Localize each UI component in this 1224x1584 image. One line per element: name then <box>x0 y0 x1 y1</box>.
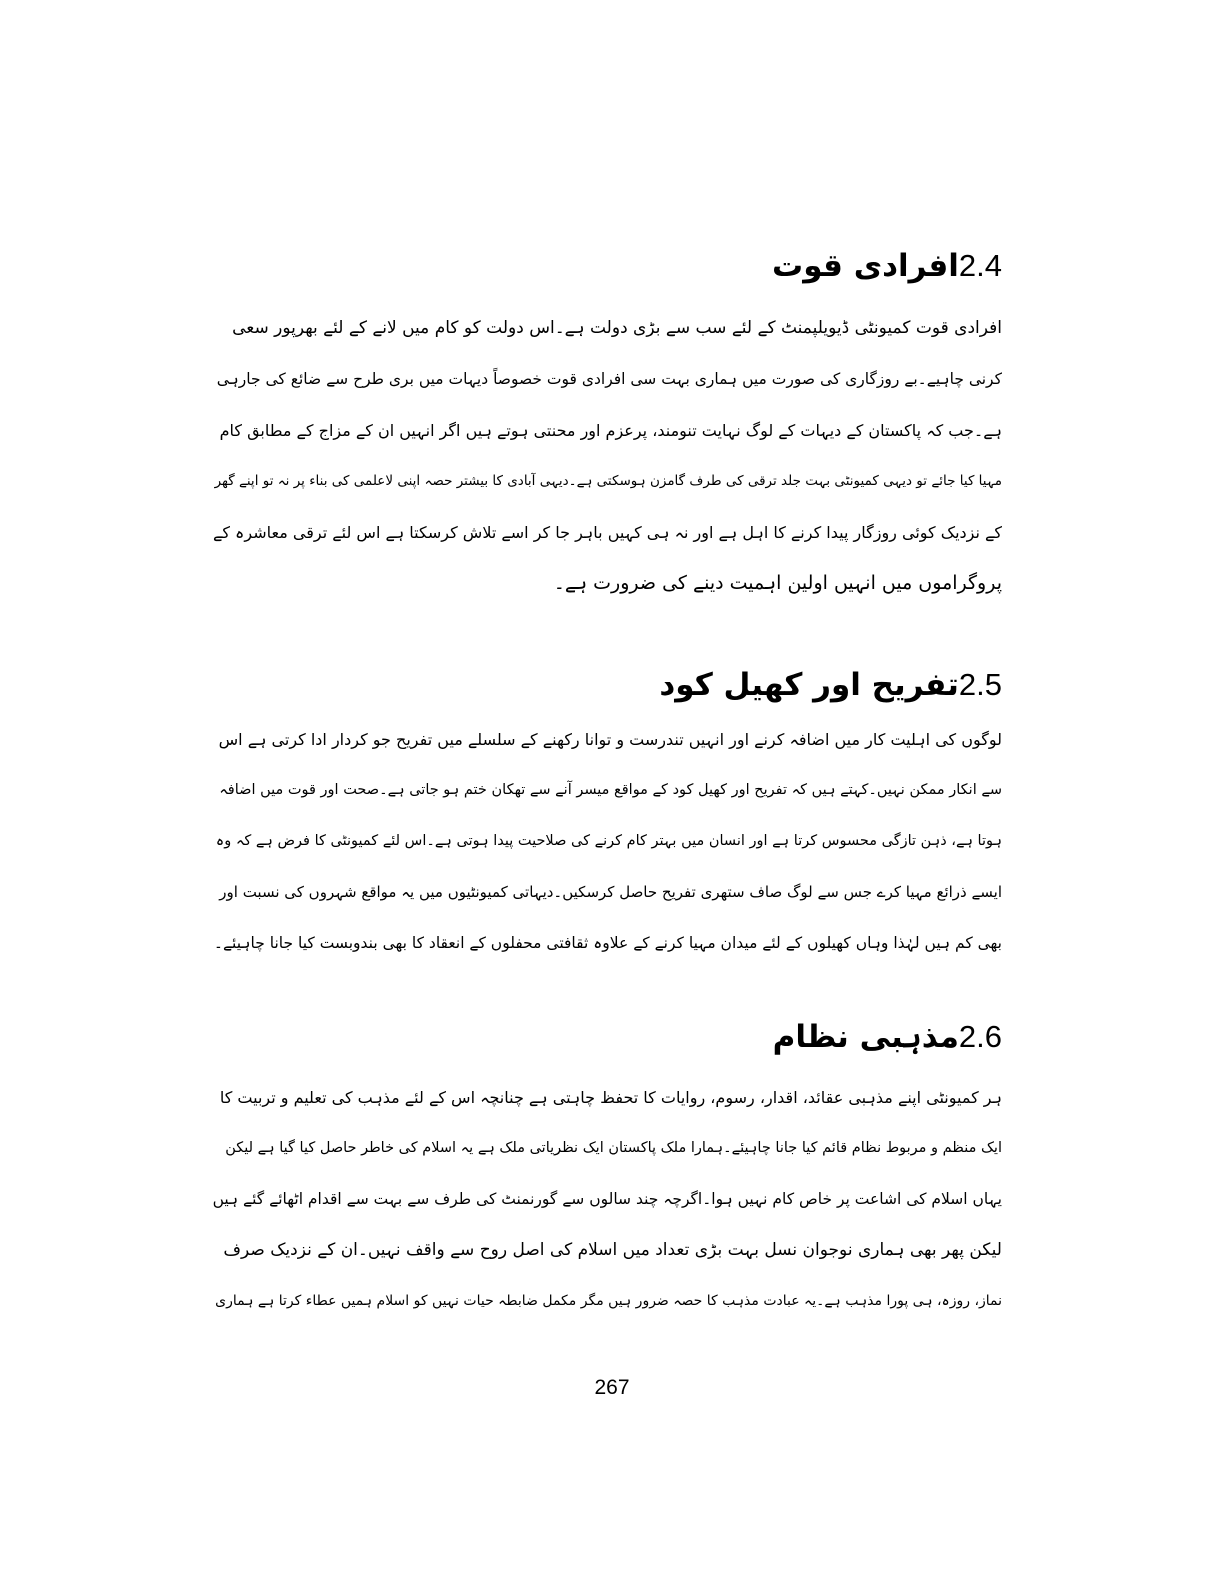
section-paragraph-2-4 <box>212 303 1002 609</box>
paragraph-line: کرنی چاہیے۔بے روزگاری کی صورت میں ہماری بہت سی افرادی قوت خصوصاً دیہات میں بری طرح سے ضائع کی جارہی <box>216 370 1002 388</box>
paragraph-line: لیکن پھر بھی ہماری نوجوان نسل بہت بڑی تعداد میں اسلام کی اصل روح سے واقف نہیں۔ان کے نزدیک صرف <box>223 1240 1002 1260</box>
paragraph-line: افرادی قوت کمیونٹی ڈیویلپمنٹ کے لئے سب سے بڑی دولت ہے۔اس دولت کو کام میں لانے کے لئے بھرپور سعی <box>232 318 1002 338</box>
paragraph-line: سے انکار ممکن نہیں۔کہتے ہیں کہ تفریح اور کھیل کود کے مواقع میسر آنے سے تھکان ختم ہو جاتی ہے۔صحت اور قوت میں اضافہ <box>219 782 1002 798</box>
paragraph-line: یہاں اسلام کی اشاعت پر خاص کام نہیں ہوا۔اگرچہ چند سالوں سے گورنمنٹ کی طرف سے بہت سے اقدام اٹھائے گئے ہیں <box>212 1190 1002 1208</box>
section-number: 2.4 <box>958 248 1002 283</box>
section-paragraph-2-6 <box>212 1072 1002 1327</box>
section-number: 2.6 <box>958 1019 1002 1054</box>
paragraph-line: ہوتا ہے، ذہن تازگی محسوس کرتا ہے اور انسان میں بہتر کام کرنے کی صلاحیت پیدا ہوتی ہے۔اس لئے کمیونٹی کا فرض ہے کہ وہ <box>215 833 1002 849</box>
paragraph-line: پروگراموں میں انہیں اولین اہمیت دینے کی ضرورت ہے۔ <box>553 572 1002 594</box>
section-paragraph-2-5 <box>212 714 1002 969</box>
paragraph-line: لوگوں کی اہلیت کار میں اضافہ کرنے اور انہیں تندرست و توانا رکھنے کے سلسلے میں تفریح جو کردار ادا کرتی ہے اس <box>218 730 1002 749</box>
page-number: 267 <box>594 1376 630 1399</box>
section-title: مذہبی نظام <box>772 1019 959 1055</box>
paragraph-line: ہر کمیونٹی اپنے مذہبی عقائد، اقدار، رسوم، روایات کا تحفظ چاہتی ہے چنانچہ اس کے لئے مذہب کی تعلیم و تربیت کا <box>219 1088 1002 1107</box>
section-number: 2.5 <box>958 667 1002 702</box>
paragraph-line: ہے۔جب کہ پاکستان کے دیہات کے لوگ نہایت تنومند، پرعزم اور محنتی ہوتے ہیں اگر انہیں ان کے مزاج کے مطابق کام <box>219 421 1002 440</box>
paragraph-line: مہیا کیا جائے تو دیہی کمیونٹی بہت جلد ترقی کی طرف گامزن ہوسکتی ہے۔دیہی آبادی کا بیشتر حصہ اپنی لاعلمی کی بناء پر نہ تو اپنے گھر <box>214 473 1002 489</box>
section-heading-2-6 <box>212 1015 1002 1059</box>
section-heading-2-4 <box>212 244 1002 288</box>
section-title: تفریح اور کھیل کود <box>659 667 959 703</box>
paragraph-line: کے نزدیک کوئی روزگار پیدا کرنے کا اہل ہے اور نہ ہی کہیں باہر جا کر اسے تلاش کرسکتا ہے اس لئے ترقی معاشرہ کے <box>212 523 1002 542</box>
section-title: افرادی قوت <box>772 248 959 284</box>
paragraph-line: نماز، روزہ، ہی پورا مذہب ہے۔یہ عبادت مذہب کا حصہ ضرور ہیں مگر مکمل ضابطہ حیات نہیں کو اسلام ہمیں عطاء کرتا ہے ہماری <box>215 1293 1002 1309</box>
paragraph-line: ایک منظم و مربوط نظام قائم کیا جانا چاہیئے۔ہمارا ملک پاکستان ایک نظریاتی ملک ہے یہ اسلام کی خاطر حاصل کیا گیا ہے لیکن <box>225 1140 1002 1156</box>
section-heading-2-5 <box>212 663 1002 707</box>
paragraph-line: بھی کم ہیں لہٰذا وہاں کھیلوں کے لئے میدان مہیا کرنے کے علاوہ ثقافتی محفلوں کے انعقاد کا بھی بندوبست کیا جانا چاہیئے۔ <box>213 934 1002 952</box>
paragraph-line: ایسے ذرائع مہیا کرے جس سے لوگ صاف ستھری تفریح حاصل کرسکیں۔دیہاتی کمیونٹیوں میں یہ مواقع شہروں کی نسبت اور <box>219 883 1002 901</box>
